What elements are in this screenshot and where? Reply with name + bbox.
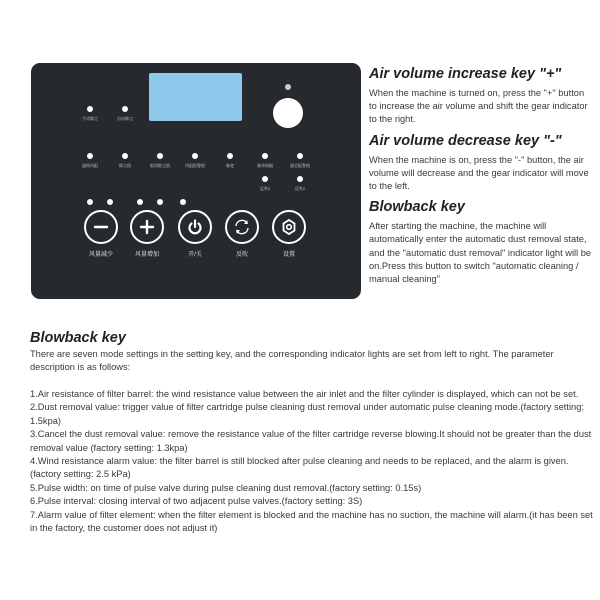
parameter-item: 4.Wind resistance alarm value: the filter barrel is still blocked after pulse cleaning and needs to be replaced, and the alarm is given.(factory setting: 2.5 kPa): [30, 456, 569, 480]
indicator-label: 反吹1: [259, 186, 271, 191]
gear-indicator: [180, 199, 186, 205]
gear-indicator: [87, 199, 93, 205]
parameter-item: 3.Cancel the dust removal value: remove the resistance value of the filter cartridge reverse blowing.It should not be greater than the dust removal value (factory setting: 1.3kpa): [30, 429, 592, 453]
key-descriptions: [369, 65, 594, 291]
setting-section: [30, 329, 596, 374]
key-title: Air volume decrease key "-": [369, 132, 562, 149]
minus-icon: [92, 218, 110, 236]
indicator-filter-resistance: [87, 153, 93, 159]
indicator-dust-removal-value: [122, 153, 128, 159]
plus-icon: [138, 218, 156, 236]
parameter-item: 7.Alarm value of filter element: when the filter element is blocked and the machine has no suction, the machine will alarm.(it has been set in the factory, the customer does not adjust it): [30, 509, 593, 534]
knob-indicator-dot: [285, 84, 291, 90]
key-description: When the machine is on, press the "-" button, the air volume will decrease and the gear indicator will move to the left.: [369, 154, 589, 192]
refresh-icon: [232, 217, 252, 237]
air-decrease-button[interactable]: [84, 210, 118, 244]
indicator-auto-cleaning: [122, 106, 128, 112]
settings-button[interactable]: [272, 210, 306, 244]
button-label: 反吹: [235, 252, 249, 258]
indicator-label: 自动除尘: [117, 116, 133, 121]
button-label: 开/关: [188, 252, 202, 258]
button-label: 风量增加: [134, 252, 160, 258]
indicator-pulse-interval: [262, 153, 268, 159]
indicator-label: 滤筒风阻: [82, 163, 98, 168]
blowback-button[interactable]: [225, 210, 259, 244]
key-description: When the machine is turned on, press the "+" button to increase the air volume and shift the gear indicator to the right.: [369, 88, 588, 125]
indicator-label: 脉冲间隔: [257, 163, 273, 168]
indicator-label: 滤芯报警值: [290, 163, 310, 168]
key-title: Blowback key: [369, 199, 465, 216]
indicator-wind-alarm: [192, 153, 198, 159]
gear-indicator: [157, 199, 163, 205]
indicator-blowback-2: [297, 176, 303, 182]
power-icon: [186, 218, 204, 236]
gear-icon: [280, 218, 298, 236]
indicator-pulse-width: [227, 153, 233, 159]
key-title: Air volume increase key "+": [369, 66, 562, 82]
control-knob[interactable]: [273, 98, 303, 128]
indicator-label: 风阻报警值: [185, 163, 205, 168]
button-label: 设置: [282, 252, 296, 258]
section-intro: There are seven mode settings in the setting key, and the corresponding indicator lights are set from left to right. The parameter description is as follows:: [30, 349, 554, 373]
button-label: 风量减少: [88, 252, 114, 258]
indicator-label: 手动除尘: [82, 116, 98, 121]
indicator-label: 除尘值: [119, 163, 131, 168]
parameter-item: 1.Air resistance of filter barrel: the wind resistance value between the air inlet and the filter cylinder is displayed, which can not be set.: [30, 389, 579, 399]
power-button[interactable]: [178, 210, 212, 244]
control-panel: [31, 63, 361, 299]
parameter-item: 2.Dust removal value: trigger value of filter cartridge pulse cleaning dust removal under automatic pulse cleaning mode.(factory setting: 1.5kpa): [30, 402, 584, 426]
indicator-label: 反吹2: [294, 186, 306, 191]
section-title: Blowback key: [30, 330, 126, 346]
gear-indicator: [107, 199, 113, 205]
indicator-filter-alarm: [297, 153, 303, 159]
lcd-display: [149, 73, 242, 121]
indicator-manual-cleaning: [87, 106, 93, 112]
indicator-label: 取消除尘值: [150, 163, 170, 168]
key-description: After starting the machine, the machine will automatically enter the automatic dust removal state, and the "automatic dust removal" indicator light will be on.Press this button to switch "automatic cleaning / manual cleaning": [369, 221, 592, 285]
parameter-item: 6.Pulse interval: closing interval of two adjacent pulse valves.(factory setting: 3S): [30, 496, 363, 507]
indicator-blowback-1: [262, 176, 268, 182]
air-increase-button[interactable]: [130, 210, 164, 244]
indicator-label: 脉宽: [226, 163, 234, 168]
indicator-cancel-dust-removal: [157, 153, 163, 159]
gear-indicator: [137, 199, 143, 205]
parameter-item: 5.Pulse width: on time of pulse valve during pulse cleaning dust removal.(factory setting: 0.15s): [30, 482, 422, 493]
parameter-list: [30, 388, 596, 535]
